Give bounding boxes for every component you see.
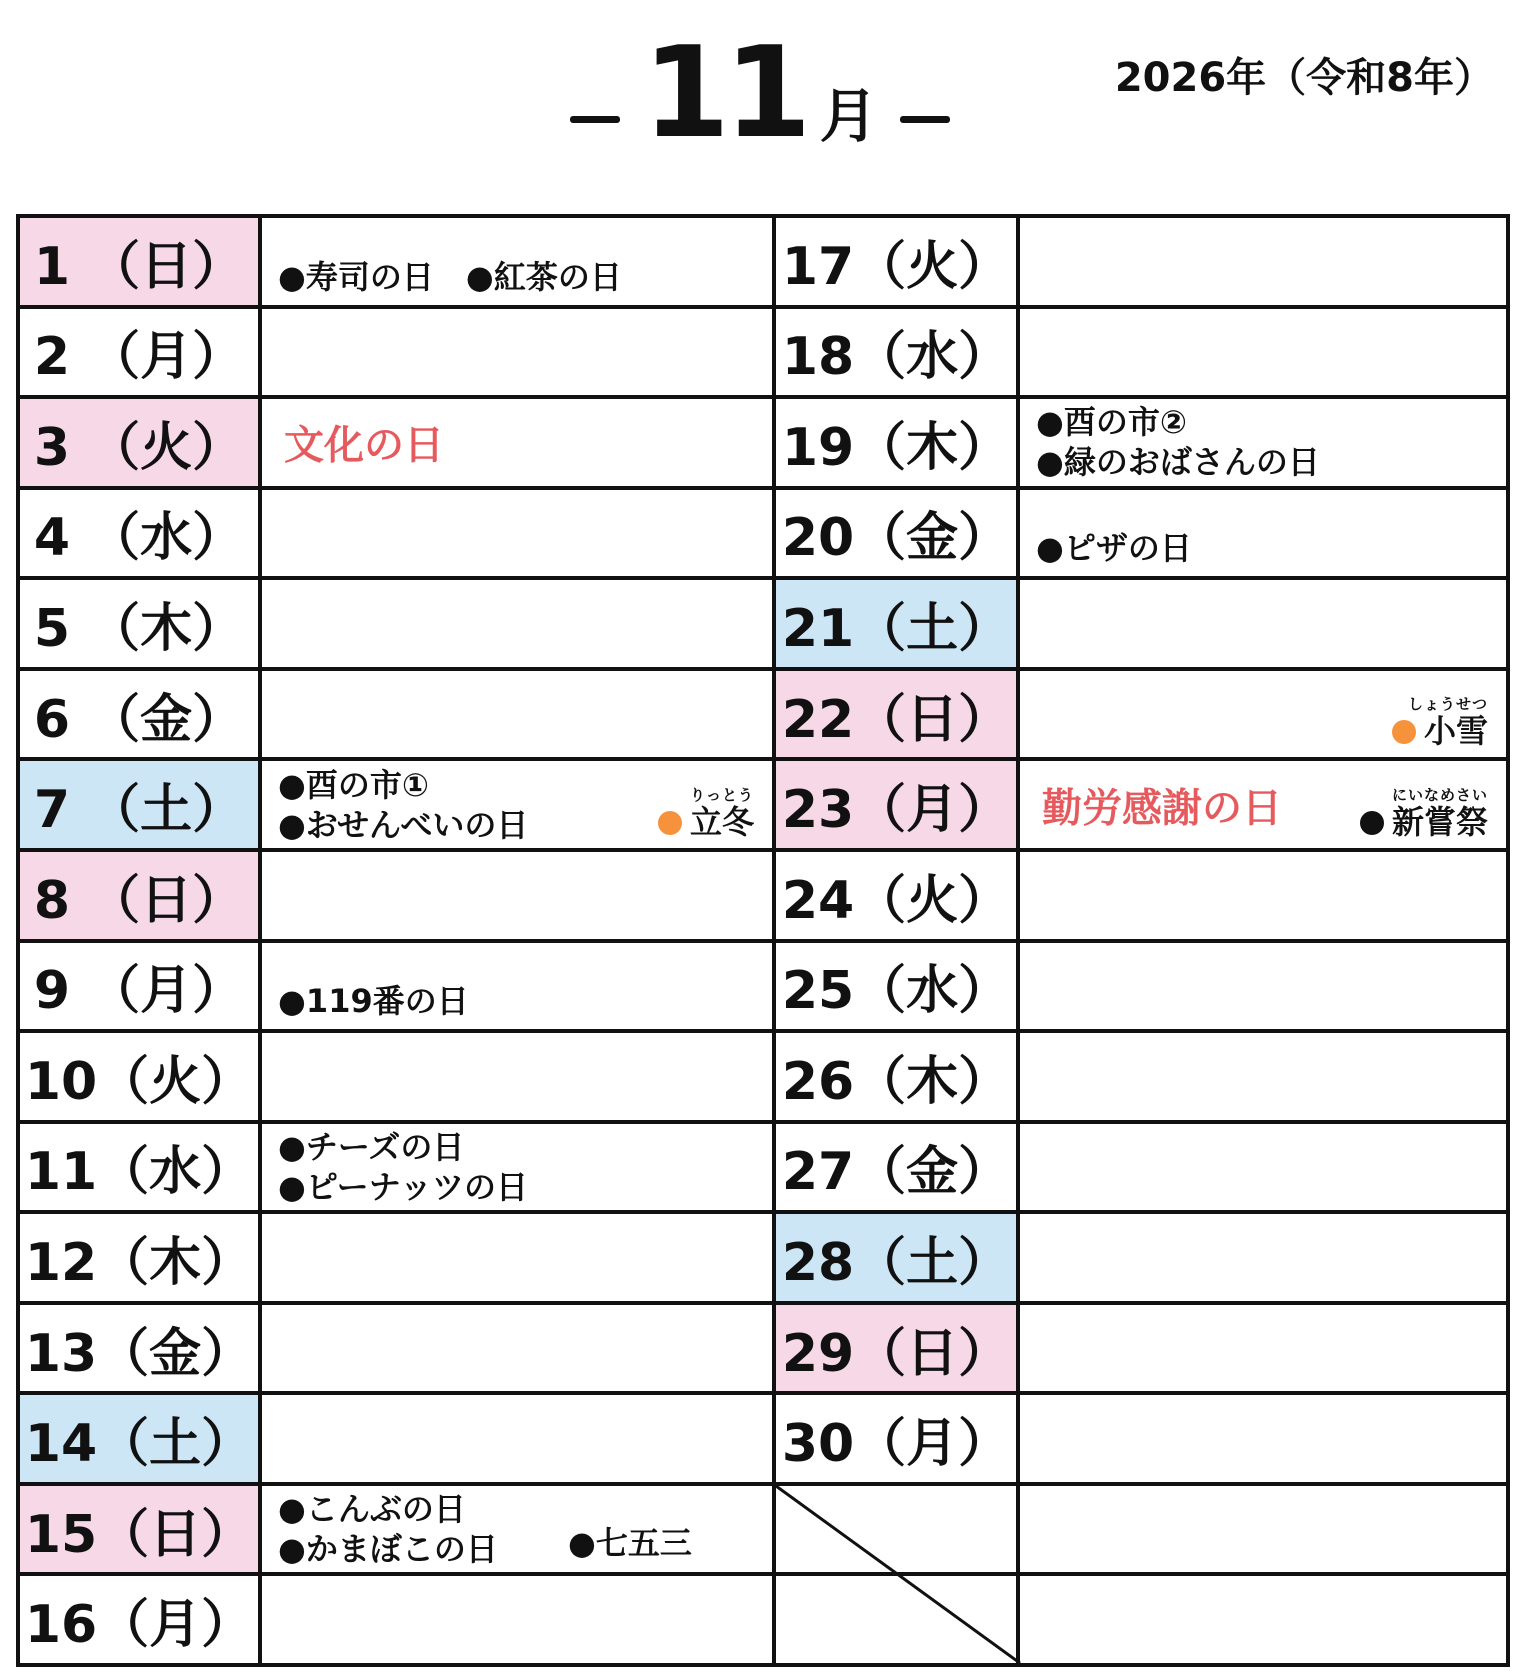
event-cell [262, 761, 772, 848]
event-item: ●かまぼこの日 [278, 1530, 498, 1569]
day-row [20, 1305, 772, 1396]
date-cell: 23（月） [776, 761, 1020, 848]
event-cell [1020, 1214, 1506, 1301]
date-cell: 30（月） [776, 1395, 1020, 1482]
event-item: ●酉の市② [1036, 403, 1188, 442]
event-list [278, 765, 528, 845]
event-cell [1020, 671, 1506, 758]
event-cell [1020, 490, 1506, 577]
furigana: にいなめさい [1391, 785, 1488, 804]
observance-name: 立冬 [689, 802, 754, 841]
calendar-grid [16, 214, 1510, 1667]
day-row [776, 309, 1506, 400]
date-cell: 20（金） [776, 490, 1020, 577]
observance-label [1392, 695, 1488, 749]
title-dash-left [570, 116, 620, 123]
date-cell: 10（火） [20, 1033, 262, 1120]
event-cell [1020, 1033, 1506, 1120]
event-item: ●チーズの日 [278, 1127, 465, 1166]
diagonal-line [776, 1486, 1020, 1663]
holiday-label: 勤労感謝の日 [1042, 785, 1282, 832]
event-cell [1020, 1124, 1506, 1211]
event-cell [262, 1033, 772, 1120]
day-row [776, 399, 1506, 490]
event-cell [262, 1486, 772, 1573]
day-row [20, 671, 772, 762]
observance-text [1360, 804, 1488, 840]
event-item: ●酉の市① [278, 765, 430, 804]
date-cell: 26（木） [776, 1033, 1020, 1120]
date-cell: 13（金） [20, 1305, 262, 1392]
day-row [776, 1033, 1506, 1124]
day-row [20, 399, 772, 490]
date-cell: 2 （月） [20, 309, 262, 396]
event-list [278, 981, 469, 1021]
date-cell [776, 1486, 1020, 1573]
date-cell: 14（土） [20, 1395, 262, 1482]
date-cell: 7 （土） [20, 761, 262, 848]
date-cell: 12（木） [20, 1214, 262, 1301]
furigana: しょうせつ [1407, 695, 1488, 714]
day-row [20, 943, 772, 1034]
day-row [776, 671, 1506, 762]
calendar-column-left [20, 218, 776, 1663]
event-item: ●119番の日 [278, 982, 469, 1021]
bullet-dot-icon [1392, 720, 1416, 744]
event-cell [1020, 761, 1506, 848]
date-cell: 28（土） [776, 1214, 1020, 1301]
day-row [776, 1124, 1506, 1215]
date-cell: 18（水） [776, 309, 1020, 396]
event-item: ●緑のおばさんの日 [1036, 443, 1320, 482]
observance-text [1392, 713, 1488, 749]
date-cell: 1 （日） [20, 218, 262, 305]
day-row [776, 1305, 1506, 1396]
date-cell: 25（水） [776, 943, 1020, 1030]
day-row [776, 852, 1506, 943]
event-cell [1020, 943, 1506, 1030]
day-row [20, 1124, 772, 1215]
event-cell [262, 490, 772, 577]
day-row [20, 490, 772, 581]
date-cell: 8 （日） [20, 852, 262, 939]
day-row [20, 761, 772, 852]
event-cell [1020, 1305, 1506, 1392]
event-cell [1020, 1576, 1506, 1663]
day-row [20, 852, 772, 943]
month-number: 11 [642, 19, 806, 166]
day-row [20, 1033, 772, 1124]
blank-cells-diagonal [776, 1486, 1020, 1663]
event-cell [262, 1124, 772, 1211]
month-unit: 月 [819, 82, 878, 150]
bullet-dot-icon [1360, 811, 1384, 835]
day-row [776, 1214, 1506, 1305]
date-cell: 5 （木） [20, 580, 262, 667]
date-cell: 15（日） [20, 1486, 262, 1573]
event-cell [1020, 309, 1506, 396]
event-list [278, 257, 622, 297]
event-cell [1020, 399, 1506, 486]
event-cell [262, 852, 772, 939]
date-cell: 19（木） [776, 399, 1020, 486]
day-row [776, 580, 1506, 671]
day-row [20, 309, 772, 400]
event-cell [262, 399, 772, 486]
day-row [20, 1214, 772, 1305]
day-row [20, 1486, 772, 1577]
day-row [776, 1486, 1506, 1577]
event-cell [262, 218, 772, 305]
event-list [1036, 528, 1192, 568]
event-item: ●七五三 [568, 1524, 692, 1563]
event-cell [262, 1305, 772, 1392]
event-item: ●こんぶの日 [278, 1490, 466, 1529]
date-cell: 11（水） [20, 1124, 262, 1211]
day-row [20, 580, 772, 671]
event-cell [262, 1214, 772, 1301]
calendar-column-right [776, 218, 1506, 1663]
event-list [278, 1489, 498, 1569]
observance-label [658, 786, 754, 840]
date-cell: 22（日） [776, 671, 1020, 758]
event-item: ●ピザの日 [1036, 529, 1192, 568]
day-row [776, 761, 1506, 852]
date-cell: 21（土） [776, 580, 1020, 667]
event-cell [1020, 1395, 1506, 1482]
date-cell: 6 （金） [20, 671, 262, 758]
title-dash-right [900, 116, 950, 123]
date-cell: 4 （水） [20, 490, 262, 577]
event-list [278, 1127, 528, 1207]
observance-name: 新嘗祭 [1391, 802, 1488, 841]
date-cell: 16（月） [20, 1576, 262, 1663]
day-row [776, 218, 1506, 309]
day-row [776, 490, 1506, 581]
event-cell [262, 671, 772, 758]
event-cell [1020, 218, 1506, 305]
year-label: 2026年（令和8年） [1114, 55, 1494, 101]
event-cell [262, 1576, 772, 1663]
event-cell [1020, 1486, 1506, 1573]
event-cell [262, 943, 772, 1030]
date-cell: 9 （月） [20, 943, 262, 1030]
event-cell [1020, 852, 1506, 939]
day-row [20, 1576, 772, 1663]
day-row [20, 1395, 772, 1486]
furigana: りっとう [689, 785, 754, 804]
event-cell [262, 309, 772, 396]
day-row [776, 943, 1506, 1034]
date-cell: 27（金） [776, 1124, 1020, 1211]
event-cell [262, 580, 772, 667]
date-cell: 29（日） [776, 1305, 1020, 1392]
event-cell [262, 1395, 772, 1482]
event-list [1036, 402, 1320, 482]
bullet-dot-icon [658, 811, 682, 835]
date-cell: 17（火） [776, 218, 1020, 305]
event-item: ●寿司の日 ●紅茶の日 [278, 257, 622, 296]
observance-label [1360, 786, 1488, 840]
date-cell: 24（火） [776, 852, 1020, 939]
date-cell: 3 （火） [20, 399, 262, 486]
holiday-label: 文化の日 [284, 422, 444, 469]
day-row [776, 1395, 1506, 1486]
observance-text [658, 804, 754, 840]
day-row [20, 218, 772, 309]
event-item: ●ピーナッツの日 [278, 1167, 529, 1206]
event-item: ●おせんべいの日 [278, 805, 529, 844]
observance-name: 小雪 [1423, 712, 1488, 751]
event-cell [1020, 580, 1506, 667]
